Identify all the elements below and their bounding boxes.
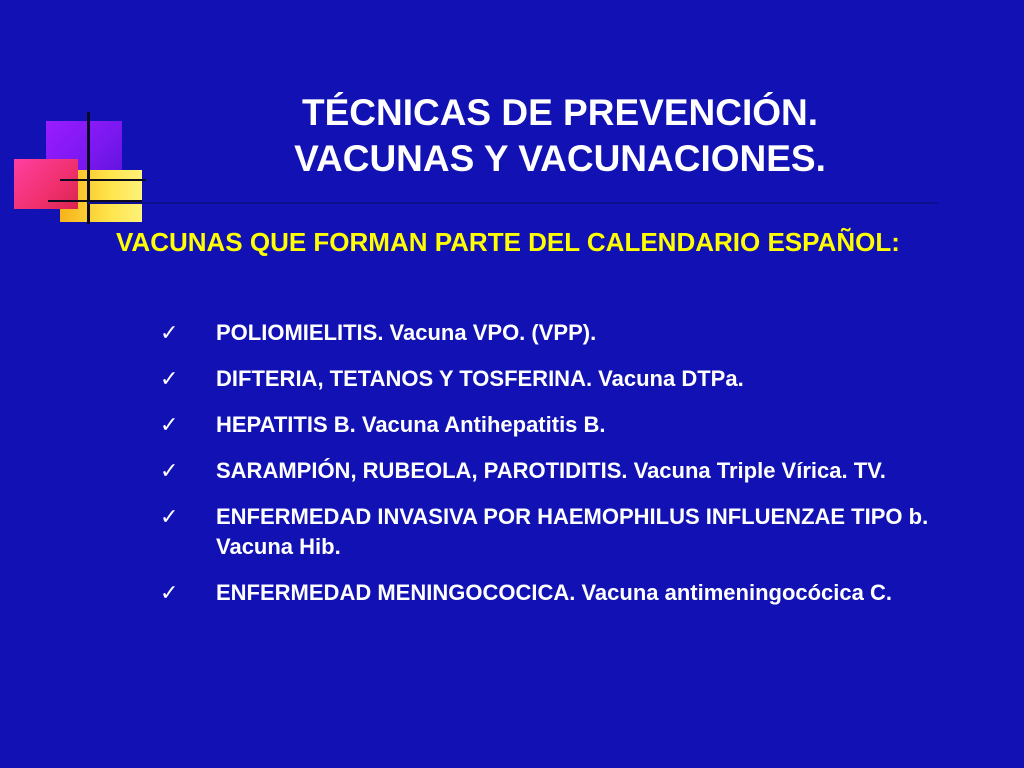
list-item-text: SARAMPIÓN, RUBEOLA, PAROTIDITIS. Vacuna Triple Vírica. TV. <box>216 458 886 483</box>
checkmark-icon: ✓ <box>160 504 179 529</box>
list-item <box>160 364 960 394</box>
list-item-text: ENFERMEDAD MENINGOCOCICA. Vacuna antimeningocócica C. <box>216 580 892 605</box>
checkmark-icon: ✓ <box>160 458 179 483</box>
logo-horizontal-line <box>60 179 146 181</box>
checkmark-icon: ✓ <box>160 366 179 391</box>
list-item <box>160 456 960 486</box>
checkmark-icon: ✓ <box>160 412 179 437</box>
list-item <box>160 318 960 348</box>
checkmark-icon: ✓ <box>160 320 179 345</box>
list-item-text: HEPATITIS B. Vacuna Antihepatitis B. <box>216 412 606 437</box>
vaccine-list <box>160 318 960 624</box>
slide-subtitle: VACUNAS QUE FORMAN PARTE DEL CALENDARIO ESPAÑOL: <box>116 227 900 257</box>
list-item-text: ENFERMEDAD INVASIVA POR HAEMOPHILUS INFLUENZAE TIPO b. Vacuna Hib. <box>216 504 929 559</box>
title-line-2: VACUNAS Y VACUNACIONES. <box>294 138 826 179</box>
logo-vertical-line <box>87 112 90 224</box>
list-item <box>160 578 960 608</box>
decorative-squares-logo <box>0 0 160 240</box>
title-divider <box>88 202 938 204</box>
list-item <box>160 502 960 562</box>
checkmark-icon: ✓ <box>160 580 179 605</box>
title-line-1: TÉCNICAS DE PREVENCIÓN. <box>301 92 818 133</box>
list-item-text: POLIOMIELITIS. Vacuna VPO. (VPP). <box>216 320 597 345</box>
list-item <box>160 410 960 440</box>
list-item-text: DIFTERIA, TETANOS Y TOSFERINA. Vacuna DTPa. <box>216 366 744 391</box>
slide-title <box>180 90 940 182</box>
